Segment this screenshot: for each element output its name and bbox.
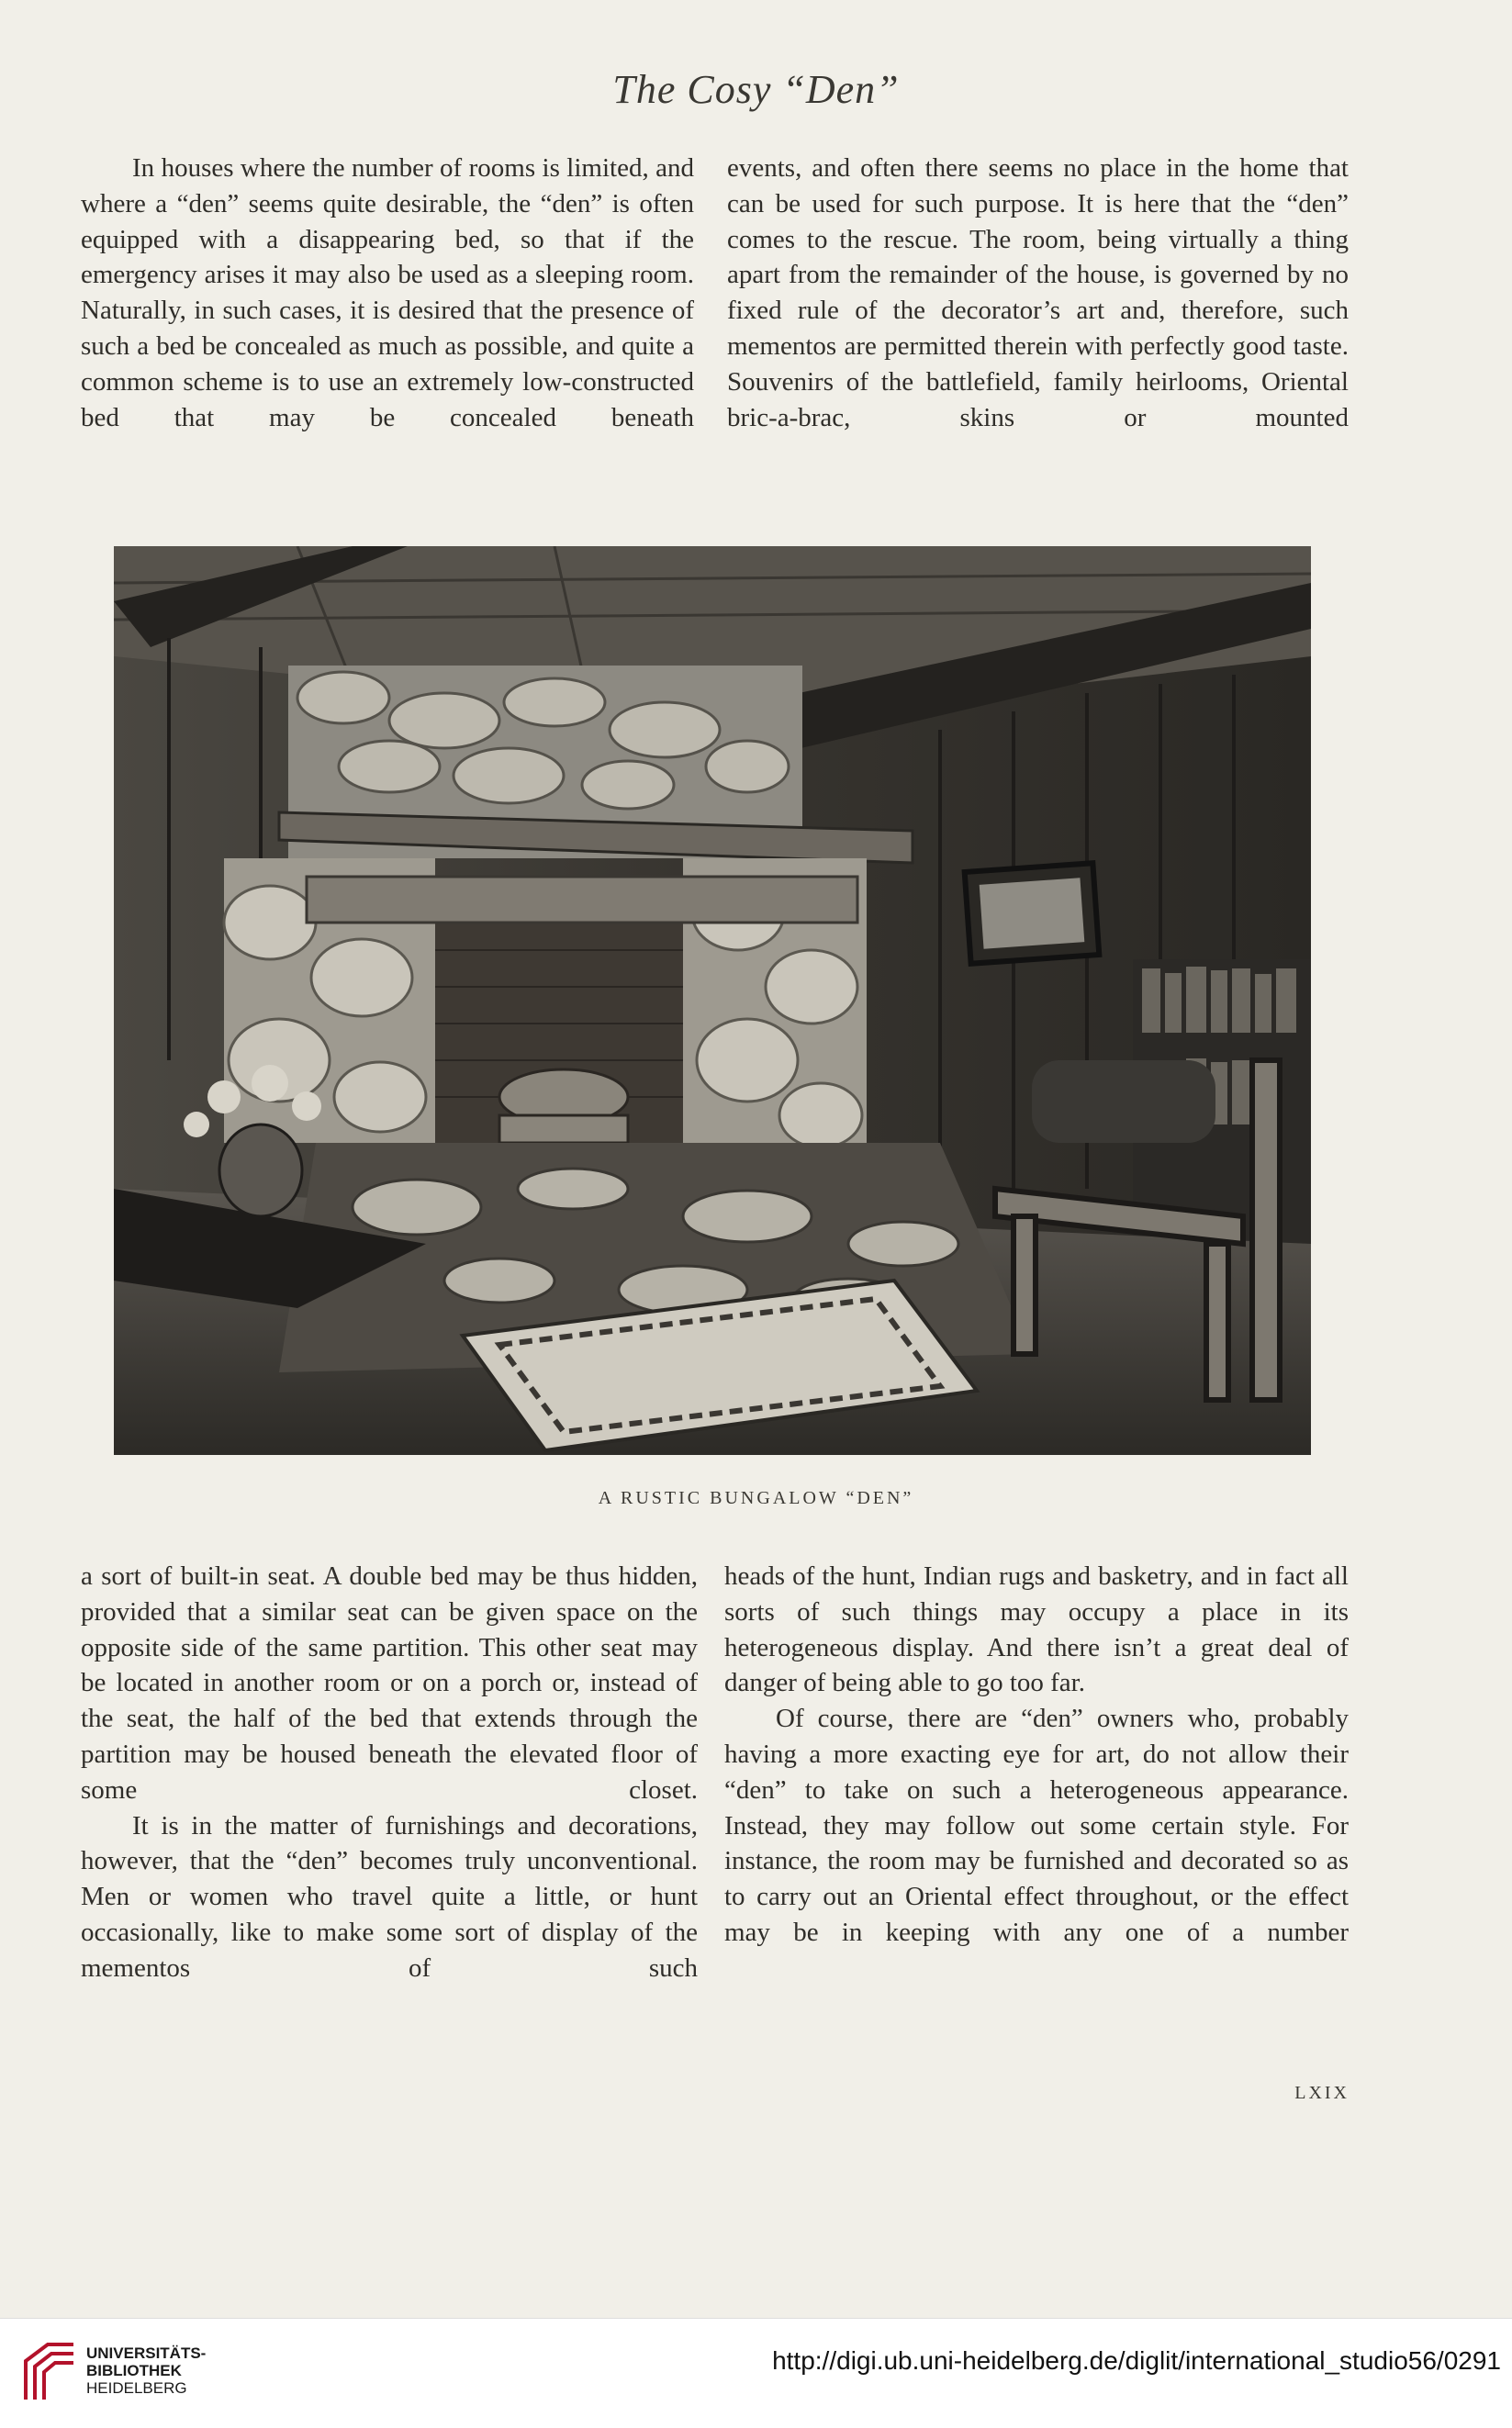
text-column-bottom-left bbox=[81, 1559, 698, 1986]
text-column-bottom-right bbox=[724, 1559, 1349, 1951]
paragraph: Of course, there are “den” owners who, probably having a more exacting eye for art, do not allow their “den” to take on such a heterogeneous appearance. Instead, they may follow out some certain style. For instance, the room may be furnished and decorated so as to carry out an Oriental effect throughout, or the effect may be in keeping with any one of a number bbox=[724, 1704, 1349, 1947]
library-name-line: UNIVERSITÄTS- bbox=[86, 2344, 207, 2362]
source-url-link[interactable]: http://digi.ub.uni-heidelberg.de/diglit/international_studio56/0291 bbox=[772, 2346, 1501, 2375]
text-column-top-right bbox=[727, 151, 1349, 435]
library-name bbox=[86, 2344, 206, 2397]
library-name-line: BIBLIOTHEK bbox=[86, 2362, 182, 2379]
text-column-top-left bbox=[81, 151, 694, 435]
figure-caption: A RUSTIC BUNGALOW “DEN” bbox=[598, 1488, 914, 1508]
paragraph: It is in the matter of furnishings and decorations, however, that the “den” becomes truly unconventional. Men or women who travel quite a little, or hunt occasionally, like to make some sort of display of the mementos of such bbox=[81, 1810, 698, 1983]
university-library-logo-icon bbox=[20, 2341, 79, 2405]
paragraph: a sort of built-in seat. A double bed may be thus hidden, provided that a similar seat can be given space on the opposite side of the same partition. This other seat may be located in another room or on a porch or, instead of the seat, the half of the bed that extends through the partition may be housed beneath the elevated floor of some closet. bbox=[81, 1561, 698, 1805]
paragraph: In houses where the number of rooms is limited, and where a “den” seems quite desirable, the “den” is often equipped with a disappearing bed, so that if the emergency arises it may also be used as a sleeping room. Naturally, in such cases, it is desired that the presence of such a bed be concealed as much as possible, and quite a common scheme is to use an extremely low-constructed bed that may be concealed beneath bbox=[81, 153, 694, 432]
fireplace-photograph bbox=[114, 546, 1311, 1455]
digitization-footer bbox=[0, 2318, 1512, 2428]
page-title: The Cosy “Den” bbox=[612, 67, 900, 112]
paragraph: heads of the hunt, Indian rugs and basketry, and in fact all sorts of such things may occupy a place in its heterogeneous display. And there isn’t a great deal of danger of being able to go too far. bbox=[724, 1561, 1349, 1698]
paragraph: events, and often there seems no place in the home that can be used for such purpose. It is here that the “den” comes to the rescue. The room, being virtually a thing apart from the remainder of the house, is governed by no fixed rule of the decorator’s art and, therefore, such mementos are permitted therein with perfectly good taste. Souvenirs of the battlefield, family heirlooms, Oriental bric-a-brac, skins or mounted bbox=[727, 153, 1349, 432]
library-name-line: HEIDELBERG bbox=[86, 2379, 187, 2397]
page-number: LXIX bbox=[1294, 2083, 1350, 2103]
